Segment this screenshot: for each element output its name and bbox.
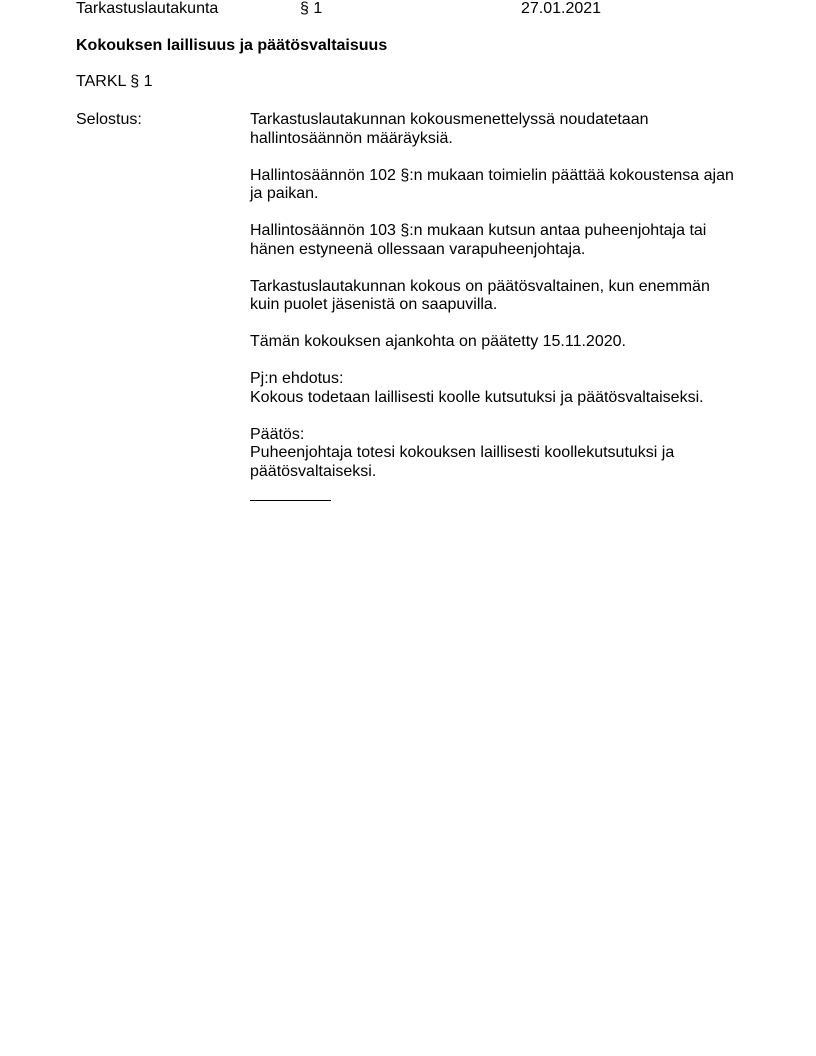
decision-paragraph [250,426,750,482]
decision-heading: Päätös: [250,425,305,443]
paragraph [250,278,750,315]
paragraph-line: kuin puolet jäsenistä on saapuvilla. [250,296,498,313]
end-rule [250,500,331,501]
item-title: Kokouksen laillisuus ja päätösvaltaisuus [76,37,388,54]
page-header [76,0,776,20]
selostus-label: Selostus: [76,111,142,128]
paragraph [250,167,750,204]
paragraph-line: hänen estyneenä ollessaan varapuheenjohtaja. [250,240,586,258]
paragraph-line: Tarkastuslautakunnan kokous on päätösvaltainen, kun enemmän [250,277,710,295]
proposal-paragraph [250,370,750,407]
paragraph-line: ja paikan. [250,185,319,202]
decision-text: Puheenjohtaja totesi kokouksen laillisesti koollekutsutuksi ja [250,444,675,461]
proposal-text: Kokous todetaan laillisesti koolle kutsutuksi ja päätösvaltaiseksi. [250,388,704,406]
item-code: TARKL § 1 [76,73,153,90]
decision-text: päätösvaltaiseksi. [250,462,377,480]
paragraph [250,222,750,259]
header-date: 27.01.2021 [521,0,602,17]
paragraph-line: Hallintosäännön 103 §:n mukaan kutsun antaa puheenjohtaja tai [250,222,707,239]
paragraph [250,111,750,148]
header-body-name: Tarkastuslautakunta [76,0,219,17]
paragraph-line: Hallintosäännön 102 §:n mukaan toimielin päättää kokoustensa ajan [250,166,734,184]
paragraph-line: Tämän kokouksen ajankohta on päätetty 15.11.2020. [250,333,626,350]
paragraph-line: hallintosäännön määräyksiä. [250,129,453,147]
item-body [250,111,750,501]
proposal-heading: Pj:n ehdotus: [250,370,344,387]
paragraph-line: Tarkastuslautakunnan kokousmenettelyssä noudatetaan [250,111,649,128]
paragraph [250,333,750,352]
header-section-number: § 1 [300,0,323,17]
